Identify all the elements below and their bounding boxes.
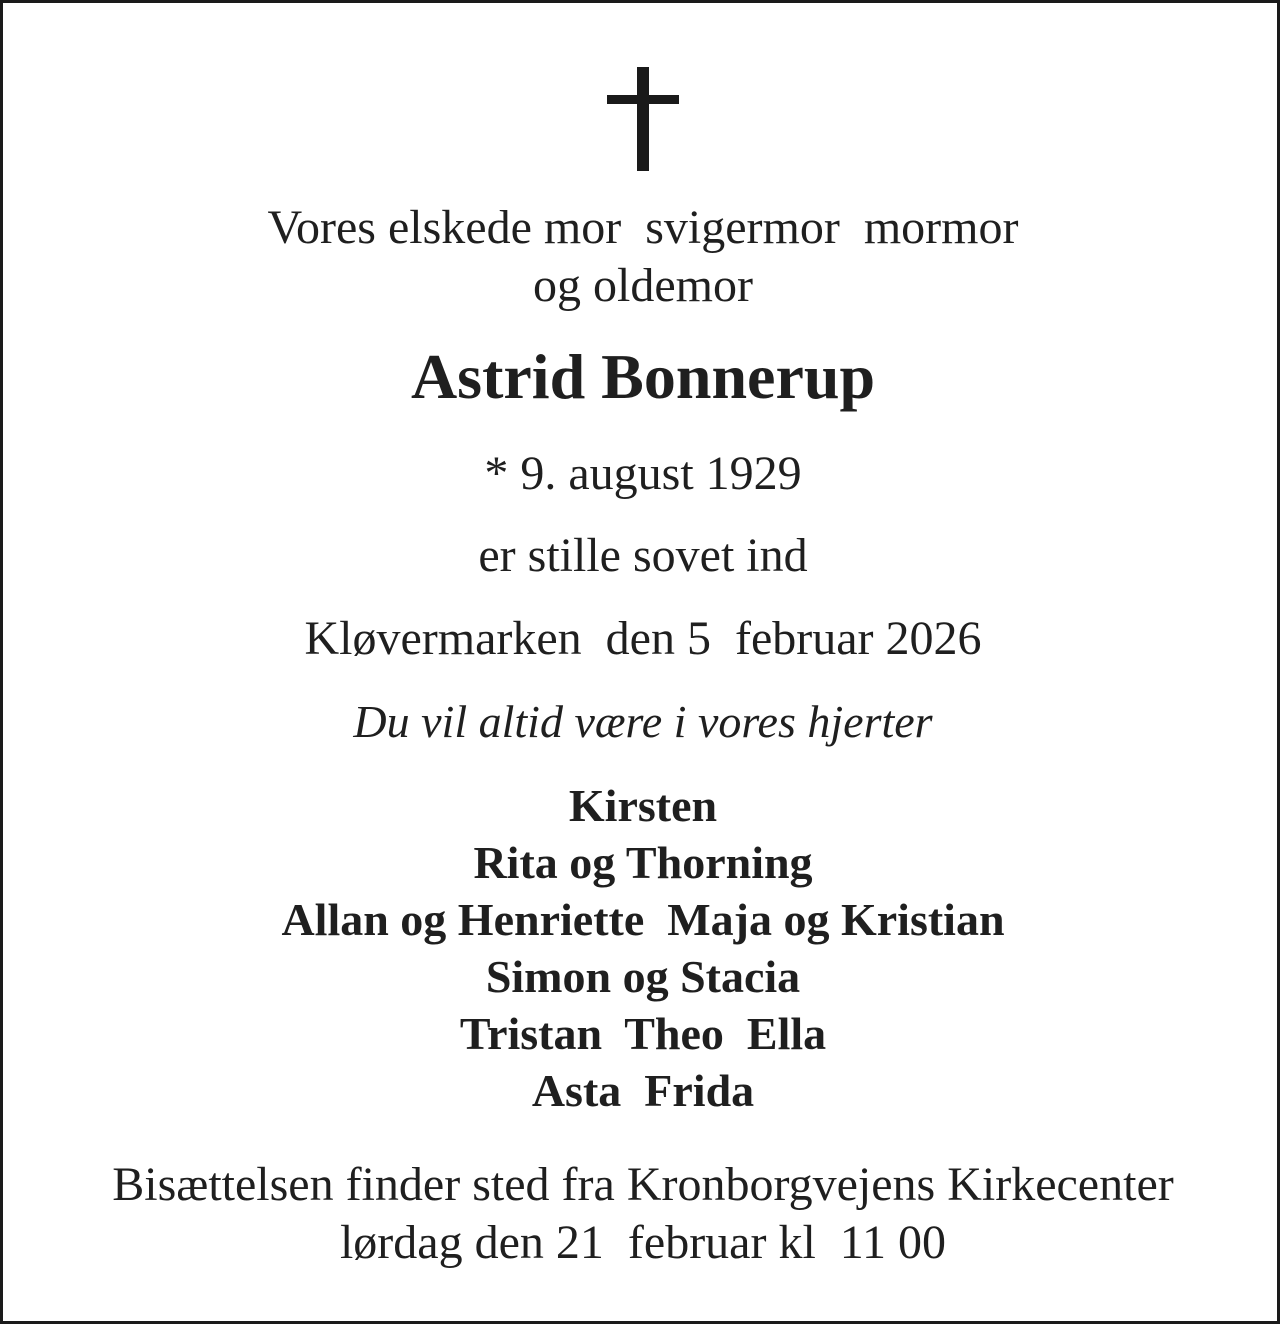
- family-line-3: Allan og Henriette Maja og Kristian: [281, 894, 1005, 945]
- family-line-5: Tristan Theo Ella: [459, 1008, 827, 1059]
- place-date: Kløvermarken den 5 februar 2026: [304, 612, 982, 665]
- cross-icon: [607, 67, 679, 171]
- deceased-name: Astrid Bonnerup: [410, 341, 876, 412]
- funeral-line-2: lørdag den 21 februar kl 11 00: [339, 1216, 947, 1269]
- family-line-4: Simon og Stacia: [485, 951, 801, 1002]
- family-line-1: Kirsten: [568, 780, 718, 831]
- family-line-2: Rita og Thorning: [473, 837, 813, 888]
- intro-line-2: og oldemor: [533, 259, 753, 312]
- intro-line-1: Vores elskede mor svigermor mormor: [267, 201, 1019, 254]
- passed-text: er stille sovet ind: [478, 529, 808, 582]
- family-line-6: Asta Frida: [531, 1065, 755, 1116]
- verse: Du vil altid være i vores hjerter: [353, 696, 933, 747]
- birth-date: * 9. august 1929: [484, 447, 802, 500]
- funeral-line-1: Bisættelsen finder sted fra Kronborgvejens Kirkecenter: [112, 1158, 1174, 1211]
